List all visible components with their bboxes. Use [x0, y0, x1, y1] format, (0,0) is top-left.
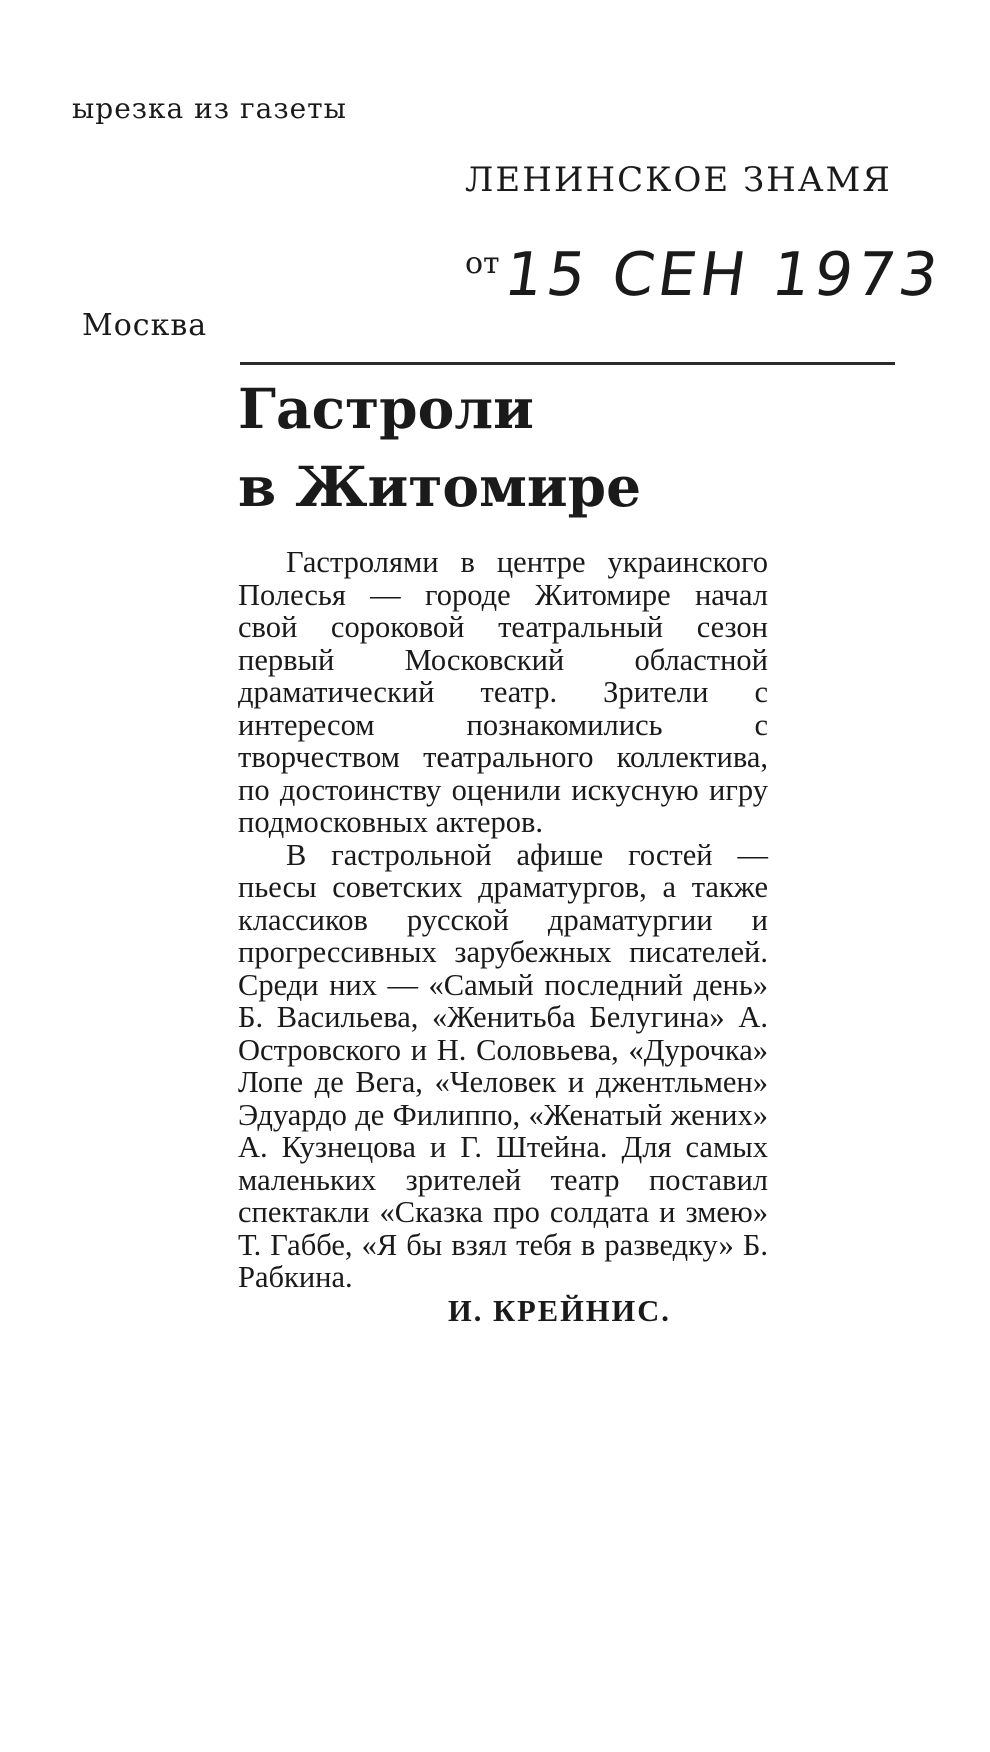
article-headline — [238, 370, 768, 526]
city-label: Москва — [82, 308, 208, 343]
header-divider — [240, 362, 895, 365]
article-author: И. КРЕЙНИС. — [448, 1293, 671, 1328]
date-stamp: 15 СЕН 1973 — [499, 240, 946, 310]
headline-line-2: в Житомире — [238, 454, 642, 519]
newspaper-name: ЛЕНИНСКОЕ ЗНАМЯ — [465, 160, 892, 200]
article-paragraph-2 — [238, 839, 768, 1294]
paragraph-1-text: Гастролями в центре украинского Полесья — городе Житомире начал свой сороковой театральный сезон первый Московский областной драматический театр. Зрители с интересом познакомились с творчеством театрального коллектива, по достоинству оценили искусную игру подмосковных актеров. — [238, 545, 768, 839]
headline-line-1: Гастроли — [238, 376, 534, 441]
article — [238, 370, 768, 1328]
clipping-header-label: ырезка из газеты — [72, 92, 347, 125]
paragraph-2-text: В гастрольной афише гостей — пьесы советских драматургов, а также классиков русской драматургии и прогрессивных зарубежных писателей. Среди них — «Самый последний день» Б. Васильева, «Женитьба Белугина» А. Островского и Н. Соловьева, «Дурочка» Лопе де Вега, «Человек и джентльмен» Эдуардо де Филиппо, «Женатый жених» А. Кузнецова и Г. Штейна. Для самых маленьких зрителей театр поставил спектакли «Сказка про солдата и змею» Т. Габбе, «Я бы взял тебя в разведку» Б. Рабкина. — [238, 837, 768, 1294]
date-line — [465, 240, 946, 310]
article-paragraph-1 — [238, 546, 768, 839]
date-prefix: от — [465, 246, 500, 281]
